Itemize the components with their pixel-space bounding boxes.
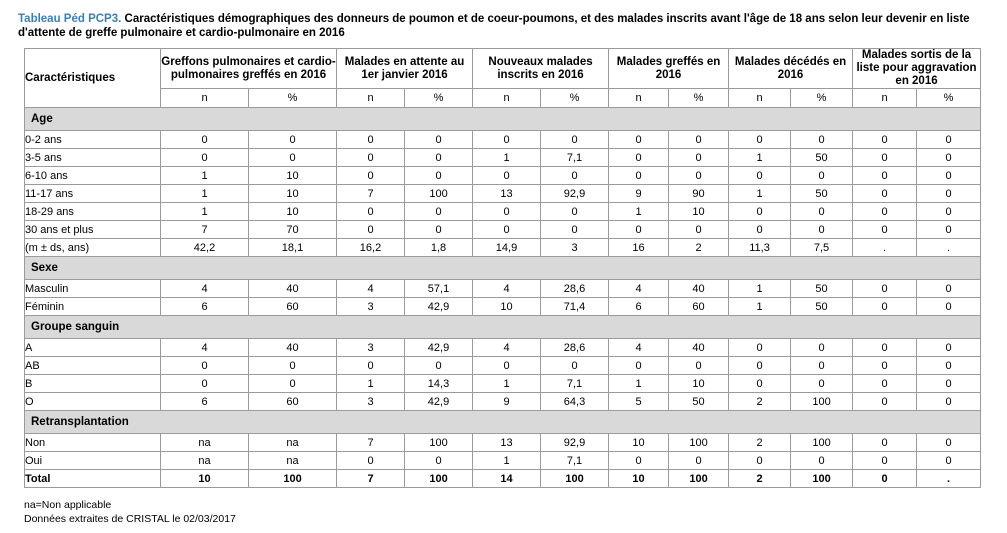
cell-value: 16,2 [337, 239, 405, 257]
cell-value: na [249, 434, 337, 452]
row-label: Non [25, 434, 161, 452]
cell-value: 50 [791, 185, 853, 203]
header-sub-n-2: n [473, 89, 541, 108]
cell-value: 60 [669, 298, 729, 316]
caption-label: Tableau Péd PCP3. [18, 13, 122, 25]
cell-value: 10 [249, 167, 337, 185]
cell-value: 7,5 [791, 239, 853, 257]
cell-value: 0 [729, 203, 791, 221]
table-row [25, 393, 981, 411]
cell-value: 0 [609, 221, 669, 239]
table-body [25, 108, 981, 488]
cell-value: 6 [609, 298, 669, 316]
cell-value: 0 [609, 131, 669, 149]
cell-value: 0 [337, 221, 405, 239]
cell-value: 10 [249, 203, 337, 221]
cell-value: 7 [337, 434, 405, 452]
row-label: 6-10 ans [25, 167, 161, 185]
header-sub-pct-4: % [791, 89, 853, 108]
cell-value: 0 [669, 167, 729, 185]
cell-value: 18,1 [249, 239, 337, 257]
cell-value: 0 [853, 375, 917, 393]
cell-value: 0 [405, 149, 473, 167]
total-cell: 100 [669, 470, 729, 488]
cell-value: 9 [473, 393, 541, 411]
cell-value: na [161, 452, 249, 470]
row-label: A [25, 339, 161, 357]
cell-value: 14,3 [405, 375, 473, 393]
cell-value: 0 [729, 167, 791, 185]
cell-value: 0 [405, 452, 473, 470]
cell-value: 16 [609, 239, 669, 257]
cell-value: 10 [669, 203, 729, 221]
table-row [25, 298, 981, 316]
cell-value: 2 [669, 239, 729, 257]
cell-value: 0 [405, 167, 473, 185]
cell-value: 10 [609, 434, 669, 452]
cell-value: 1 [609, 375, 669, 393]
cell-value: 9 [609, 185, 669, 203]
cell-value: 0 [729, 452, 791, 470]
cell-value: 0 [917, 298, 981, 316]
section-row [25, 411, 981, 434]
cell-value: 0 [853, 452, 917, 470]
cell-value: 0 [917, 393, 981, 411]
header-sub-pct-2: % [541, 89, 609, 108]
row-label: Oui [25, 452, 161, 470]
cell-value: 0 [917, 375, 981, 393]
cell-value: 0 [729, 221, 791, 239]
table-caption [18, 12, 989, 40]
cell-value: 0 [473, 221, 541, 239]
cell-value: 4 [161, 339, 249, 357]
cell-value: 7 [161, 221, 249, 239]
cell-value: 0 [729, 375, 791, 393]
table-row [25, 452, 981, 470]
row-label: B [25, 375, 161, 393]
cell-value: 3 [337, 339, 405, 357]
cell-value: 0 [917, 221, 981, 239]
cell-value: 10 [473, 298, 541, 316]
cell-value: 71,4 [541, 298, 609, 316]
cell-value: 42,9 [405, 393, 473, 411]
cell-value: 1 [161, 203, 249, 221]
header-sub-n-5: n [853, 89, 917, 108]
cell-value: 100 [791, 434, 853, 452]
header-group-5: Malades sortis de la liste pour aggravation en 2016 [853, 49, 981, 89]
cell-value: 42,9 [405, 339, 473, 357]
cell-value: 0 [161, 357, 249, 375]
cell-value: 0 [609, 167, 669, 185]
cell-value: 0 [853, 393, 917, 411]
row-label: AB [25, 357, 161, 375]
cell-value: 0 [337, 131, 405, 149]
section-row [25, 108, 981, 131]
table-row [25, 203, 981, 221]
header-sub-n-3: n [609, 89, 669, 108]
cell-value: 3 [337, 298, 405, 316]
cell-value: 10 [669, 375, 729, 393]
cell-value: 0 [917, 167, 981, 185]
cell-value: 0 [917, 339, 981, 357]
cell-value: 0 [791, 452, 853, 470]
cell-value: 0 [791, 339, 853, 357]
cell-value: 0 [405, 357, 473, 375]
cell-value: 3 [337, 393, 405, 411]
cell-value: . [917, 239, 981, 257]
row-label: Féminin [25, 298, 161, 316]
cell-value: 0 [791, 167, 853, 185]
cell-value: 92,9 [541, 185, 609, 203]
cell-value: 0 [337, 357, 405, 375]
footnote-1: Données extraites de CRISTAL le 02/03/2017 [24, 513, 236, 525]
cell-value: 0 [161, 131, 249, 149]
cell-value: 42,2 [161, 239, 249, 257]
cell-value: 60 [249, 298, 337, 316]
cell-value: 100 [405, 434, 473, 452]
section-title: Sexe [25, 257, 981, 280]
cell-value: 0 [249, 357, 337, 375]
cell-value: 0 [853, 339, 917, 357]
cell-value: 70 [249, 221, 337, 239]
cell-value: 100 [405, 185, 473, 203]
cell-value: 5 [609, 393, 669, 411]
cell-value: 60 [249, 393, 337, 411]
cell-value: 0 [917, 280, 981, 298]
demographics-table [24, 48, 981, 488]
cell-value: 40 [249, 339, 337, 357]
table-row [25, 339, 981, 357]
cell-value: 0 [541, 221, 609, 239]
row-label: 30 ans et plus [25, 221, 161, 239]
table-row [25, 185, 981, 203]
cell-value: 0 [917, 434, 981, 452]
total-cell: 10 [609, 470, 669, 488]
row-label: (m ± ds, ans) [25, 239, 161, 257]
cell-value: 0 [669, 452, 729, 470]
section-title: Age [25, 108, 981, 131]
cell-value: 0 [791, 131, 853, 149]
cell-value: 50 [791, 298, 853, 316]
cell-value: 0 [161, 375, 249, 393]
cell-value: 0 [337, 167, 405, 185]
cell-value: 40 [249, 280, 337, 298]
row-label: O [25, 393, 161, 411]
table-header [25, 49, 981, 108]
cell-value: 4 [609, 339, 669, 357]
cell-value: 0 [669, 221, 729, 239]
cell-value: 0 [853, 185, 917, 203]
section-row [25, 257, 981, 280]
cell-value: 1 [729, 185, 791, 203]
cell-value: 100 [791, 393, 853, 411]
cell-value: 4 [473, 280, 541, 298]
cell-value: 0 [669, 357, 729, 375]
row-label: 11-17 ans [25, 185, 161, 203]
cell-value: 57,1 [405, 280, 473, 298]
cell-value: 6 [161, 298, 249, 316]
cell-value: 0 [609, 357, 669, 375]
header-sub-pct-0: % [249, 89, 337, 108]
cell-value: 0 [249, 375, 337, 393]
total-cell: 100 [249, 470, 337, 488]
cell-value: 0 [249, 131, 337, 149]
cell-value: 50 [791, 280, 853, 298]
cell-value: 100 [669, 434, 729, 452]
section-title: Retransplantation [25, 411, 981, 434]
total-cell: 100 [541, 470, 609, 488]
cell-value: 0 [791, 221, 853, 239]
cell-value: 0 [405, 221, 473, 239]
cell-value: 0 [729, 131, 791, 149]
caption-text: Caractéristiques démographiques des donneurs de poumon et de coeur-poumons, et des malades inscrits avant l'âge de 18 ans selon leur devenir en liste d'attente de greffe pulmonaire et cardio-pulmonaire en 2016 [18, 13, 970, 39]
cell-value: 7,1 [541, 375, 609, 393]
section-row [25, 316, 981, 339]
cell-value: 1,8 [405, 239, 473, 257]
total-cell: 0 [853, 470, 917, 488]
cell-value: 0 [337, 452, 405, 470]
cell-value: 0 [791, 357, 853, 375]
header-group-2: Nouveaux malades inscrits en 2016 [473, 49, 609, 89]
cell-value: 0 [729, 357, 791, 375]
cell-value: 0 [405, 203, 473, 221]
cell-value: 0 [853, 298, 917, 316]
cell-value: 50 [669, 393, 729, 411]
header-sub-n-4: n [729, 89, 791, 108]
cell-value: 0 [917, 185, 981, 203]
table-row [25, 375, 981, 393]
cell-value: 7,1 [541, 149, 609, 167]
cell-value: 0 [853, 434, 917, 452]
cell-value: 6 [161, 393, 249, 411]
cell-value: 0 [853, 357, 917, 375]
cell-value: 13 [473, 434, 541, 452]
row-label: Masculin [25, 280, 161, 298]
cell-value: 1 [161, 185, 249, 203]
cell-value: 92,9 [541, 434, 609, 452]
table-row [25, 434, 981, 452]
table-row [25, 167, 981, 185]
cell-value: 4 [337, 280, 405, 298]
cell-value: 0 [541, 357, 609, 375]
header-group-1: Malades en attente au 1er janvier 2016 [337, 49, 473, 89]
total-row [25, 470, 981, 488]
row-label: 0-2 ans [25, 131, 161, 149]
header-sub-pct-5: % [917, 89, 981, 108]
cell-value: 0 [853, 131, 917, 149]
cell-value: 0 [853, 203, 917, 221]
cell-value: 11,3 [729, 239, 791, 257]
cell-value: 28,6 [541, 280, 609, 298]
cell-value: 0 [853, 149, 917, 167]
total-cell: 100 [405, 470, 473, 488]
row-label: 3-5 ans [25, 149, 161, 167]
header-group-3: Malades greffés en 2016 [609, 49, 729, 89]
header-group-4: Malades décédés en 2016 [729, 49, 853, 89]
table-row [25, 280, 981, 298]
cell-value: 0 [473, 203, 541, 221]
cell-value: 0 [473, 131, 541, 149]
cell-value: 0 [917, 149, 981, 167]
cell-value: 13 [473, 185, 541, 203]
header-sub-n-1: n [337, 89, 405, 108]
cell-value: na [249, 452, 337, 470]
cell-value: 0 [853, 221, 917, 239]
total-label: Total [25, 470, 161, 488]
total-cell: 2 [729, 470, 791, 488]
table-row [25, 221, 981, 239]
cell-value: 64,3 [541, 393, 609, 411]
cell-value: 1 [729, 280, 791, 298]
table-row [25, 357, 981, 375]
total-cell: . [917, 470, 981, 488]
cell-value: 0 [473, 167, 541, 185]
cell-value: 0 [853, 167, 917, 185]
cell-value: 0 [669, 131, 729, 149]
cell-value: 7 [337, 185, 405, 203]
cell-value: 42,9 [405, 298, 473, 316]
cell-value: 50 [791, 149, 853, 167]
cell-value: 0 [337, 203, 405, 221]
table-row [25, 149, 981, 167]
cell-value: 10 [249, 185, 337, 203]
cell-value: 28,6 [541, 339, 609, 357]
cell-value: 90 [669, 185, 729, 203]
cell-value: 7,1 [541, 452, 609, 470]
cell-value: 0 [249, 149, 337, 167]
cell-value: 40 [669, 339, 729, 357]
footnotes [24, 498, 989, 526]
cell-value: 40 [669, 280, 729, 298]
cell-value: 0 [541, 131, 609, 149]
cell-value: 0 [609, 149, 669, 167]
cell-value: 0 [473, 357, 541, 375]
cell-value: 1 [609, 203, 669, 221]
header-sub-pct-3: % [669, 89, 729, 108]
cell-value: 0 [791, 203, 853, 221]
cell-value: na [161, 434, 249, 452]
cell-value: 3 [541, 239, 609, 257]
cell-value: 1 [473, 149, 541, 167]
total-cell: 10 [161, 470, 249, 488]
cell-value: 4 [473, 339, 541, 357]
cell-value: 2 [729, 434, 791, 452]
cell-value: 0 [161, 149, 249, 167]
cell-value: 0 [541, 167, 609, 185]
cell-value: 1 [729, 298, 791, 316]
total-cell: 100 [791, 470, 853, 488]
cell-value: 1 [161, 167, 249, 185]
header-group-0: Greffons pulmonaires et cardio-pulmonaires greffés en 2016 [161, 49, 337, 89]
cell-value: 0 [853, 280, 917, 298]
cell-value: 0 [669, 149, 729, 167]
cell-value: 1 [729, 149, 791, 167]
footnote-0: na=Non applicable [24, 499, 112, 511]
cell-value: 4 [609, 280, 669, 298]
cell-value: 14,9 [473, 239, 541, 257]
table-row [25, 239, 981, 257]
row-label: 18-29 ans [25, 203, 161, 221]
cell-value: 0 [729, 339, 791, 357]
table-row [25, 131, 981, 149]
header-sub-pct-1: % [405, 89, 473, 108]
cell-value: 0 [609, 452, 669, 470]
header-sub-row [25, 89, 981, 108]
cell-value: 0 [791, 375, 853, 393]
total-cell: 7 [337, 470, 405, 488]
cell-value: 0 [405, 131, 473, 149]
cell-value: 2 [729, 393, 791, 411]
cell-value: 1 [337, 375, 405, 393]
cell-value: 0 [917, 452, 981, 470]
cell-value: 4 [161, 280, 249, 298]
cell-value: 0 [541, 203, 609, 221]
cell-value: 1 [473, 375, 541, 393]
cell-value: 1 [473, 452, 541, 470]
header-group-row [25, 49, 981, 89]
header-characteristics: Caractéristiques [25, 49, 161, 108]
cell-value: 0 [337, 149, 405, 167]
total-cell: 14 [473, 470, 541, 488]
header-sub-n-0: n [161, 89, 249, 108]
section-title: Groupe sanguin [25, 316, 981, 339]
cell-value: 0 [917, 357, 981, 375]
cell-value: 0 [917, 131, 981, 149]
cell-value: 0 [917, 203, 981, 221]
cell-value: . [853, 239, 917, 257]
